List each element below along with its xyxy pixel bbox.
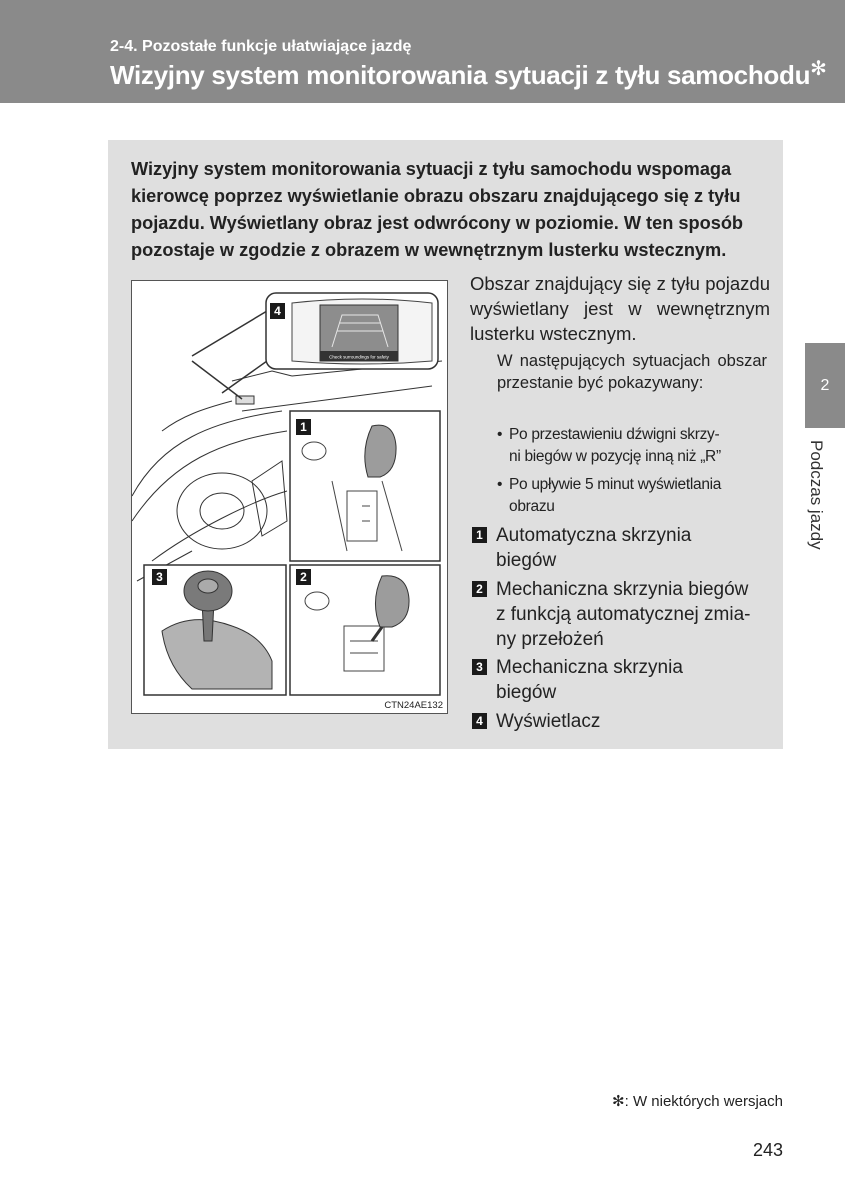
legend-text-line2: z funkcją automatycznej zmia- xyxy=(496,604,751,625)
bullet-text-line1: Po upływie 5 minut wyświetlania xyxy=(509,476,722,493)
footnote: ✻: W niektórych wersjach xyxy=(612,1093,783,1110)
bullet-dot: • xyxy=(497,476,503,493)
main-paragraph: Obszar znajdujący się z tyłu pojazdu wyświetlany jest w wewnętrznym lusterku wstecznym. xyxy=(470,273,770,344)
legend-item-3 xyxy=(472,655,772,705)
legend-text-line1: Mechaniczna skrzynia biegów xyxy=(496,579,749,600)
bullet-item xyxy=(497,424,772,468)
bullet-text-line1: Po przestawieniu dźwigni skrzy- xyxy=(509,426,720,443)
page-title-text: Wizyjny system monitorowania sytuacji z tyłu samochodu xyxy=(110,60,811,90)
chapter-label-text: Podczas jazdy xyxy=(807,440,826,550)
legend-text-line2: biegów xyxy=(496,682,557,703)
footnote-mark: ✻ xyxy=(810,58,827,80)
label-1: 1 xyxy=(300,420,307,434)
legend-text-line1: Wyświetlacz xyxy=(496,711,601,732)
figure-code: CTN24AE132 xyxy=(384,700,443,711)
bullet-text-line2: obrazu xyxy=(509,498,555,515)
screen-caption: Check surroundings for safety xyxy=(329,354,389,360)
label-4: 4 xyxy=(274,304,281,318)
panel-3-knob-top xyxy=(198,579,218,593)
section-title: 2-4. Pozostałe funkcje ułatwiające jazdę xyxy=(110,38,412,55)
label-3: 3 xyxy=(156,570,163,584)
bullet-item xyxy=(497,474,772,518)
bullet-text-line2: ni biegów w pozycję inną niż „R” xyxy=(509,448,721,465)
intro-paragraph: Wizyjny system monitorowania sytuacji z tyłu samochodu wspomaga kierowcę poprzez wyświetlanie obrazu obszaru znajdującego się z tyłu pojazdu. Wyświetlany obraz jest odwrócony w poziomie. W ten sposób pozostaje w zgodzie z obrazem w wewnętrznym lusterku wstecznym. xyxy=(131,159,744,260)
sub-paragraph: W następujących sytuacjach obszar przestanie być pokazywany: xyxy=(497,352,767,392)
panel-2 xyxy=(290,565,440,695)
legend-text-line2: biegów xyxy=(496,550,557,571)
legend-text-line1: Automatyczna skrzynia xyxy=(496,525,692,546)
legend-number: 2 xyxy=(472,581,487,597)
legend-number: 3 xyxy=(472,659,487,675)
illustration-drawing xyxy=(132,281,449,715)
legend-number: 1 xyxy=(472,527,487,543)
panel-2-knob xyxy=(375,576,409,627)
label-2: 2 xyxy=(300,570,307,584)
page-number: 243 xyxy=(752,1140,783,1160)
chapter-tab xyxy=(805,343,845,428)
legend-item-4 xyxy=(472,709,772,734)
legend-item-1 xyxy=(472,523,772,573)
panel-1 xyxy=(290,411,440,561)
mirror-callout-lines xyxy=(192,311,267,399)
legend-text-line1: Mechaniczna skrzynia xyxy=(496,657,683,678)
chapter-label xyxy=(806,440,830,570)
legend-text-line3: ny przełożeń xyxy=(496,629,604,650)
bullet-dot: • xyxy=(497,426,503,443)
illustration xyxy=(131,280,448,714)
page-title xyxy=(110,60,827,91)
legend-number: 4 xyxy=(472,713,487,729)
chapter-header xyxy=(0,0,845,103)
chapter-number: 2 xyxy=(820,377,830,394)
legend-item-2 xyxy=(472,577,772,652)
